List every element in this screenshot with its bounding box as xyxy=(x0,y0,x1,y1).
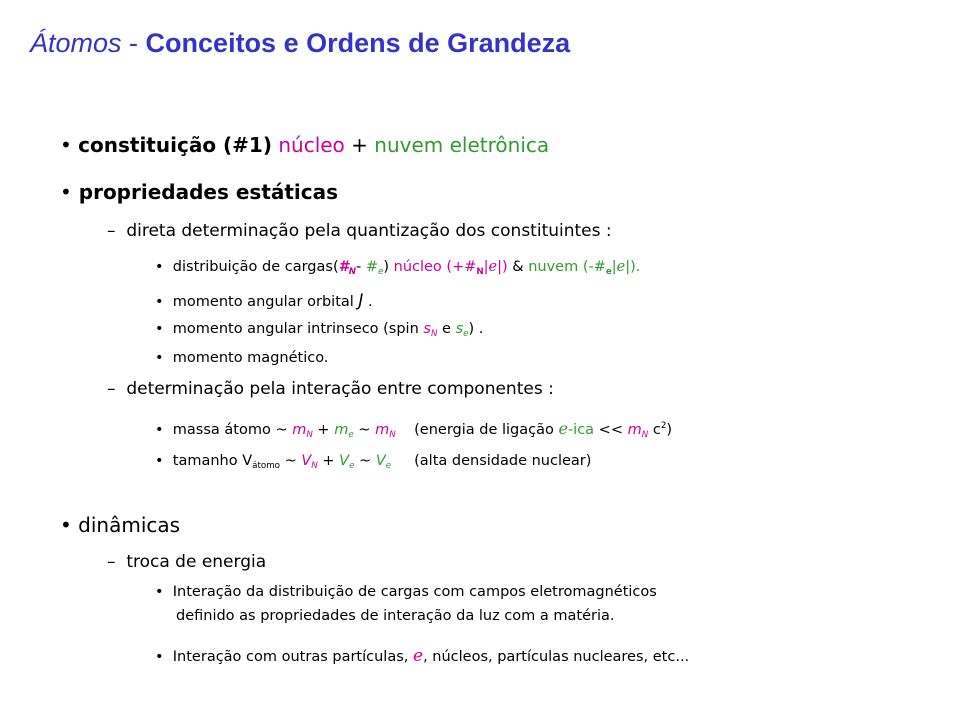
ampersand: & xyxy=(507,259,529,275)
item-interacao-particulas xyxy=(155,646,689,666)
v-e-sub: e xyxy=(385,461,392,471)
tilde: ~ xyxy=(279,453,302,469)
v-n-sub: N xyxy=(311,461,318,471)
momento-spin-text: momento angular intrinseco (spin xyxy=(172,321,424,337)
e-symbol: e xyxy=(488,259,498,275)
nuvem-charge-text: nuvem (-# xyxy=(528,259,606,275)
sub-e: e xyxy=(377,267,384,277)
tilde: ~ xyxy=(354,453,376,469)
s-n-sub: N xyxy=(430,329,438,339)
dash: – xyxy=(107,552,116,572)
distribuicao-prefix: distribuição de cargas( xyxy=(172,259,339,275)
m-n: m xyxy=(375,422,390,438)
c-sup: 2 xyxy=(660,421,667,432)
nuvem-text: nuvem eletrônica xyxy=(374,133,550,157)
bullet-dot: • xyxy=(60,180,72,204)
item-momento-spin xyxy=(155,321,483,339)
much-less: << xyxy=(594,422,628,438)
sub-n: N xyxy=(348,267,356,277)
item-momento-orbital xyxy=(155,291,373,311)
dinamicas-label: dinâmicas xyxy=(78,513,181,537)
bullet-dot: • xyxy=(155,649,164,665)
bullet-dot: • xyxy=(155,584,164,600)
troca-text: troca de energia xyxy=(126,552,267,572)
dash-determinacao xyxy=(107,379,554,399)
close-paren: ) xyxy=(383,259,390,275)
tamanho-prefix: tamanho V xyxy=(172,453,253,469)
nuvem-charge-end: |). xyxy=(625,259,641,275)
m-n-sub: N xyxy=(306,430,313,440)
direta-text: direta determinação pela quantização dos constituintes : xyxy=(126,221,612,241)
tilde: ~ xyxy=(353,422,376,438)
s-n-symbol: s xyxy=(423,321,431,337)
bullet-dot: • xyxy=(155,350,164,366)
plus: + xyxy=(312,422,335,438)
propriedades-label: propriedades estáticas xyxy=(78,180,339,204)
plus: + xyxy=(317,453,340,469)
title-separator: - xyxy=(121,28,146,58)
title-part2: Conceitos e Ordens de Grandeza xyxy=(145,28,571,58)
constituicao-label: constituição (#1) xyxy=(78,133,272,157)
bullet-propriedades xyxy=(60,180,338,204)
m-e: m xyxy=(334,422,349,438)
massa-prefix: massa átomo ~ xyxy=(172,422,293,438)
and-text: e xyxy=(437,321,456,337)
v-e-sub: e xyxy=(349,461,355,471)
hash-e: # xyxy=(365,259,378,275)
item-tamanho xyxy=(155,453,591,471)
v-e: V xyxy=(339,453,350,469)
dash: – xyxy=(107,379,116,399)
title-part1: Átomos xyxy=(30,28,122,58)
dash-direta xyxy=(107,221,612,241)
c-text: c xyxy=(648,422,661,438)
bullet-dinamicas xyxy=(60,513,180,537)
item-distribuicao xyxy=(155,259,640,277)
nucleo-text: núcleo xyxy=(278,133,345,157)
item-massa xyxy=(155,419,672,440)
bullet-constituicao xyxy=(60,133,549,157)
v-n: V xyxy=(301,453,312,469)
nucleo-charge-sub: N xyxy=(476,267,484,277)
e-symbol: e xyxy=(413,646,424,666)
nucleo-charge-text: núcleo (+# xyxy=(393,259,477,275)
item-momento-magnetico xyxy=(155,350,328,366)
momento-spin-end: ) . xyxy=(468,321,484,337)
interacao1-line2: definido as propriedades de interação da luz com a matéria. xyxy=(176,608,615,624)
momento-magnetico-text: momento magnético. xyxy=(172,350,329,366)
bullet-dot: • xyxy=(155,294,164,310)
momento-orbital-end: . xyxy=(363,294,373,310)
interacao2-prefix: Interação com outras partículas, xyxy=(172,649,413,665)
bullet-dot: • xyxy=(155,321,164,337)
bullet-dot: • xyxy=(60,133,72,157)
nuvem-charge xyxy=(528,259,640,275)
densidade-text: (alta densidade nuclear) xyxy=(414,453,592,469)
ica-text: -ica xyxy=(567,422,595,438)
plus-sign: + xyxy=(351,133,368,157)
determinacao-text: determinação pela interação entre componentes : xyxy=(126,379,554,399)
m-n: m xyxy=(292,422,307,438)
v-e: V xyxy=(375,453,386,469)
e-symbol: e xyxy=(558,419,568,438)
s-e-symbol: s xyxy=(455,321,464,337)
interacao2-rest: , núcleos, partículas nucleares, etc... xyxy=(423,649,690,665)
e-symbol: e xyxy=(616,259,626,275)
m-n-sub: N xyxy=(641,430,649,440)
m-n: m xyxy=(627,422,642,438)
bullet-dot: • xyxy=(155,422,164,438)
minus: - xyxy=(355,259,366,275)
nucleo-charge-end: |) xyxy=(497,259,508,275)
dash: – xyxy=(107,221,116,241)
page-title xyxy=(30,28,570,59)
m-n-sub: N xyxy=(389,430,396,440)
bullet-dot: • xyxy=(60,513,72,537)
nuvem-charge-sub: e xyxy=(605,267,612,277)
bar: | xyxy=(611,259,617,275)
j-symbol: J xyxy=(358,291,364,311)
item-interacao-campos xyxy=(155,584,657,600)
atomo-sub: átomo xyxy=(252,461,280,471)
bar: | xyxy=(483,259,489,275)
energia-text: (energia de ligação xyxy=(414,422,559,438)
interacao1-line1: Interação da distribuição de cargas com campos eletromagnéticos xyxy=(172,584,657,600)
massa-end: ) xyxy=(666,422,673,438)
bullet-dot: • xyxy=(155,259,164,275)
s-e-sub: e xyxy=(463,329,469,339)
hash-n: # xyxy=(338,259,349,275)
bullet-dot: • xyxy=(155,453,164,469)
momento-orbital-text: momento angular orbital xyxy=(172,294,359,310)
m-e-sub: e xyxy=(348,430,354,440)
dash-troca xyxy=(107,552,266,572)
item-interacao-campos-cont xyxy=(176,608,614,624)
nucleo-charge xyxy=(394,259,508,275)
